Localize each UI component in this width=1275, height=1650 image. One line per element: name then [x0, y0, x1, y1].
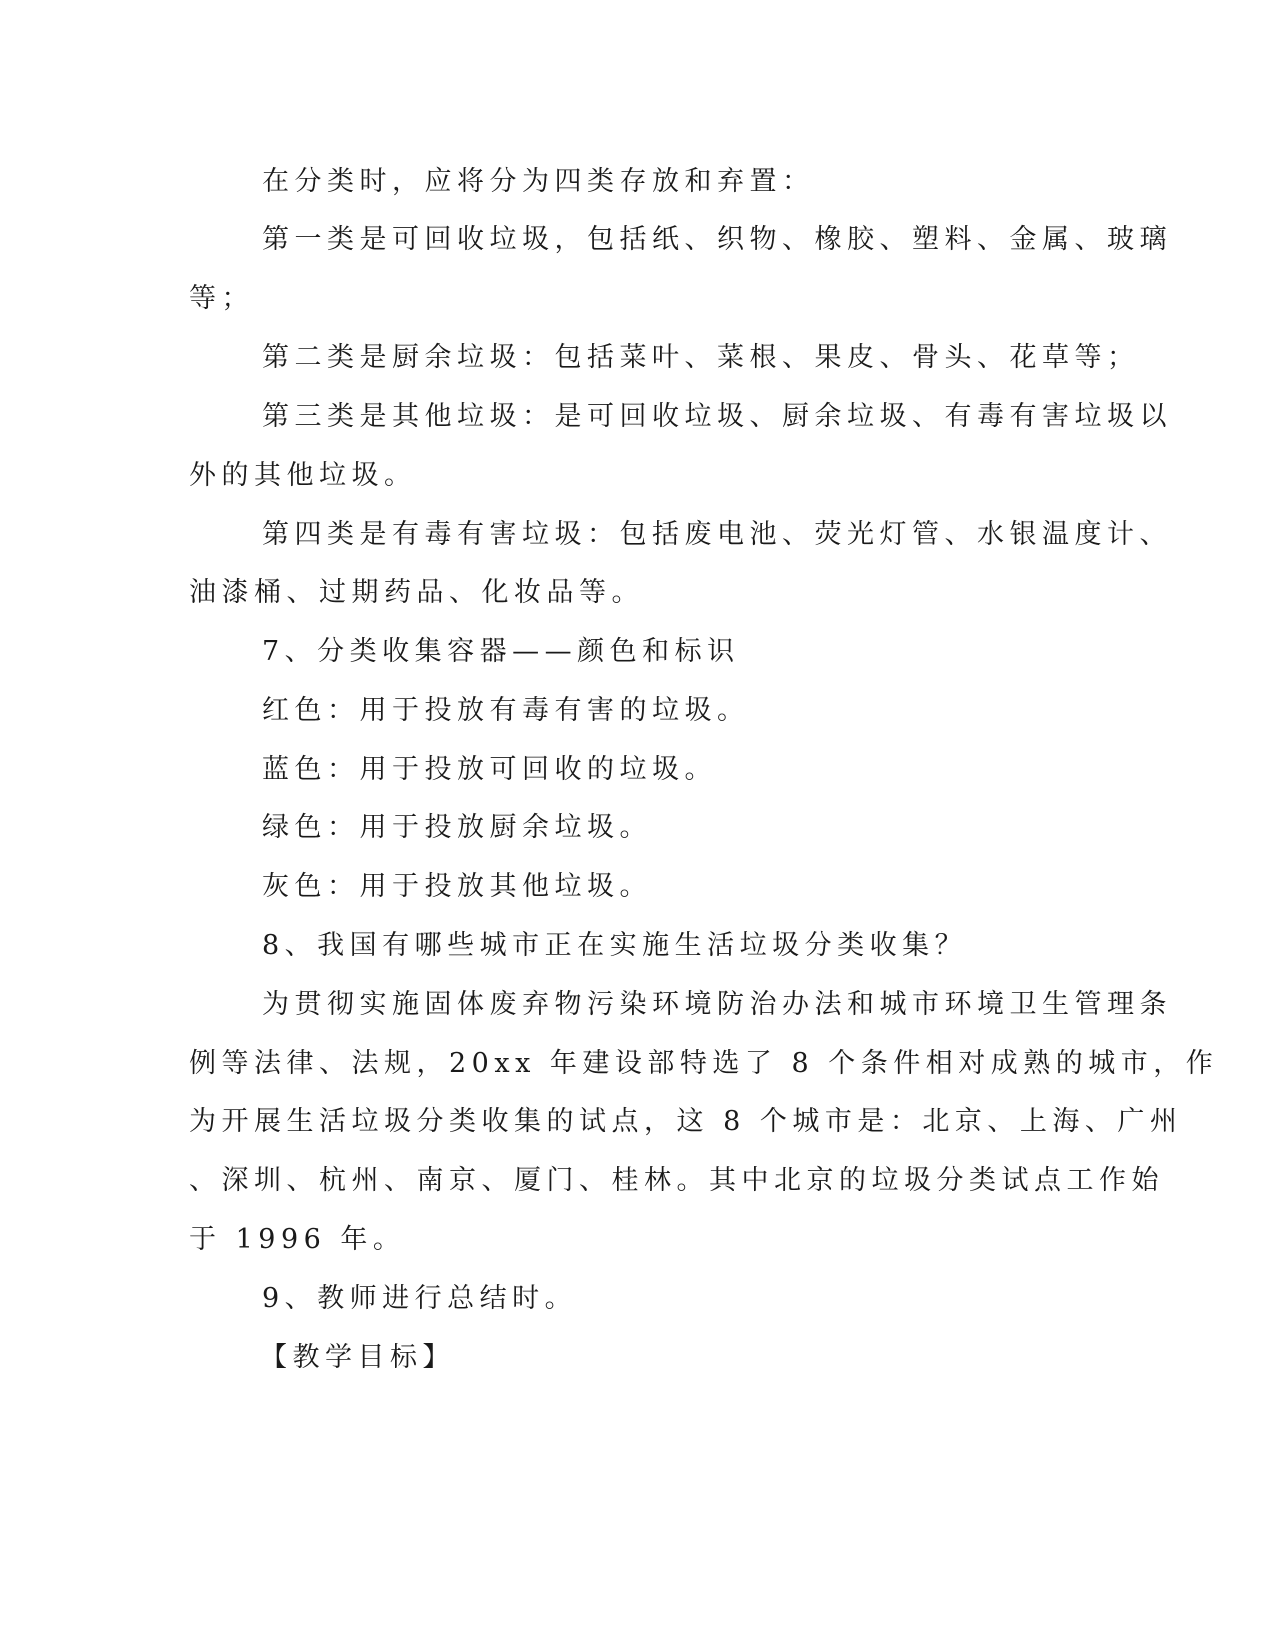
paragraph-cities-line-5: 于 1996 年。: [189, 1224, 406, 1255]
paragraph-category-4: 第四类是有毒有害垃圾：包括废电池、荧光灯管、水银温度计、: [262, 519, 1172, 550]
paragraph-category-2: 第二类是厨余垃圾：包括菜叶、菜根、果皮、骨头、花草等；: [262, 342, 1140, 373]
paragraph-category-1-cont: 等；: [189, 283, 254, 314]
paragraph-cities-line-2: 例等法律、法规，20xx 年建设部特选了 8 个条件相对成熟的城市，作: [189, 1048, 1219, 1079]
paragraph-cities-line-4: 、深圳、杭州、南京、厦门、桂林。其中北京的垃圾分类试点工作始: [189, 1165, 1164, 1196]
paragraph-classification-intro: 在分类时，应将分为四类存放和弃置：: [262, 166, 815, 197]
heading-section-9: 9、教师进行总结时。: [262, 1283, 578, 1314]
heading-section-8: 8、我国有哪些城市正在实施生活垃圾分类收集？: [262, 930, 968, 961]
heading-section-7: 7、分类收集容器——颜色和标识: [262, 636, 740, 667]
heading-teaching-goals: 【教学目标】: [260, 1342, 455, 1373]
color-green-item: 绿色：用于投放厨余垃圾。: [262, 812, 652, 843]
color-blue-item: 蓝色：用于投放可回收的垃圾。: [262, 754, 717, 785]
paragraph-category-3-cont: 外的其他垃圾。: [189, 460, 417, 491]
paragraph-cities-line-1: 为贯彻实施固体废弃物污染环境防治办法和城市环境卫生管理条: [262, 989, 1172, 1020]
paragraph-category-1: 第一类是可回收垃圾，包括纸、织物、橡胶、塑料、金属、玻璃: [262, 224, 1172, 255]
paragraph-category-4-cont: 油漆桶、过期药品、化妆品等。: [189, 577, 644, 608]
color-gray-item: 灰色：用于投放其他垃圾。: [262, 871, 652, 902]
color-red-item: 红色：用于投放有毒有害的垃圾。: [262, 695, 750, 726]
paragraph-cities-line-3: 为开展生活垃圾分类收集的试点，这 8 个城市是：北京、上海、广州: [189, 1106, 1183, 1137]
paragraph-category-3: 第三类是其他垃圾：是可回收垃圾、厨余垃圾、有毒有害垃圾以: [262, 401, 1172, 432]
